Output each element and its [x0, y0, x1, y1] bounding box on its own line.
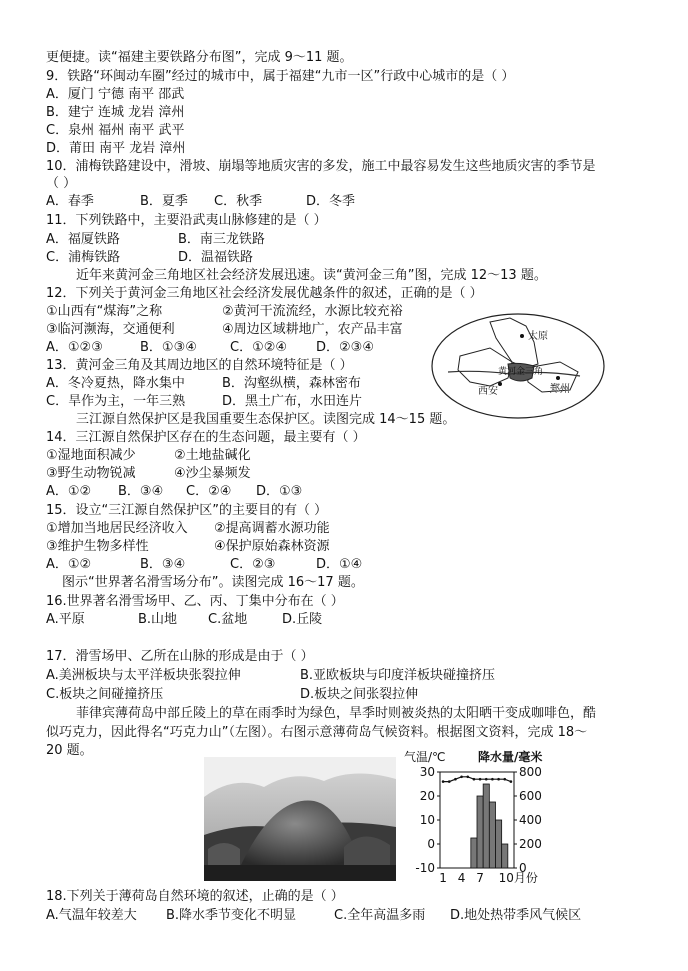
q9-option-c: C．泉州 福州 南平 武平 — [46, 123, 185, 138]
q14-stem: 14．三江源自然保护区存在的生态问题，最主要有（ ） — [46, 430, 366, 445]
q13-option-a: A．冬冷夏热，降水集中 — [46, 376, 185, 391]
temperature-line — [443, 777, 511, 782]
q18-option-a: A.气温年较差大 — [46, 908, 137, 923]
q13-option-c: C．旱作为主，一年三熟 — [46, 394, 186, 409]
temperature-point — [473, 778, 476, 781]
q14-statement-1: ①湿地面积减少 — [46, 448, 136, 463]
q10-paren: （ ） — [46, 176, 77, 191]
temperature-point — [460, 776, 463, 779]
temperature-point — [503, 778, 506, 781]
q16-stem: 16.世界著名滑雪场甲、乙、丙、丁集中分布在（ ） — [46, 594, 344, 609]
q15-stem: 15．设立“三江源自然保护区”的主要目的有（ ） — [46, 503, 328, 518]
zhengzhou-marker — [556, 376, 560, 380]
precip-bar — [502, 844, 508, 868]
precip-bar — [496, 820, 502, 868]
q15-option-d: D．①④ — [316, 557, 363, 572]
q15-option-a: A．①② — [46, 557, 92, 572]
q16-option-d: D.丘陵 — [282, 612, 323, 627]
label-center: 黄河金三角 — [498, 367, 544, 377]
q11-option-a: A．福厦铁路 — [46, 232, 120, 247]
month-tick-label: 1 — [439, 871, 447, 885]
q10-option-d: D．冬季 — [306, 194, 356, 209]
q10-option-a: A．春季 — [46, 194, 94, 209]
q12-option-a: A．①②③ — [46, 340, 103, 355]
q16-option-b: B.山地 — [138, 612, 178, 627]
q12-stem: 12．下列关于黄河金三角地区社会经济发展优越条件的叙述，正确的是（ ） — [46, 286, 483, 301]
intro-line: 更便捷。读“福建主要铁路分布图”，完成 9～11 题。 — [46, 50, 353, 65]
label-taiyuan: 太原 — [528, 331, 548, 342]
temperature-point — [479, 778, 482, 781]
temperature-point — [454, 778, 457, 781]
precip-tick-label: 200 — [519, 837, 542, 851]
temp-tick-label: 0 — [427, 837, 435, 851]
q12-option-d: D．②③④ — [316, 340, 374, 355]
q17-option-c: C.板块之间碰撞挤压 — [46, 687, 164, 702]
q15-option-b: B．③④ — [140, 557, 186, 572]
temperature-point — [442, 780, 445, 783]
q18-stem: 18.下列关于薄荷岛自然环境的叙述，止确的是（ ） — [46, 889, 344, 904]
taiyuan-marker — [520, 334, 524, 338]
q18-option-b: B.降水季节变化不明显 — [166, 908, 297, 923]
q12-statement-4: ④周边区域耕地广，农产品丰富 — [222, 322, 403, 337]
intro-18-line-2: 似巧克力，因此得名“巧克力山”（左图）。右图示意薄荷岛气候资料。根据图文资料，完成 18～ — [46, 725, 588, 740]
q17-option-d: D.板块之间张裂拉伸 — [300, 687, 419, 702]
q18-option-c: C.全年高温多雨 — [334, 908, 426, 923]
q15-statement-4: ④保护原始森林资源 — [214, 539, 330, 554]
chart-ylabel-left: 气温/℃ — [404, 750, 446, 764]
q14-statement-3: ③野生动物锐减 — [46, 466, 136, 481]
precip-bar — [489, 802, 495, 868]
q12-statement-3: ③临河濒海，交通便利 — [46, 322, 175, 337]
temp-tick-label: 20 — [419, 789, 435, 803]
q9-option-d: D．莆田 南平 龙岩 漳州 — [46, 141, 186, 156]
q14-statement-4: ④沙尘暴频发 — [174, 466, 251, 481]
q12-option-b: B．①③④ — [140, 340, 197, 355]
q12-statement-1: ①山西有“煤海”之称 — [46, 304, 163, 319]
temperature-point — [466, 776, 469, 779]
temperature-point — [510, 780, 513, 783]
q15-statement-3: ③维护生物多样性 — [46, 539, 149, 554]
temp-tick-label: -10 — [415, 861, 435, 875]
intro-18-line-1: 菲律宾薄荷岛中部丘陵上的草在雨季时为绿色，旱季时则被炎热的太阳晒干变成咖啡色，酷 — [76, 706, 597, 721]
q15-statement-1: ①增加当地居民经济收入 — [46, 521, 188, 536]
q14-option-c: C．②④ — [186, 484, 232, 499]
q11-option-d: D．温福铁路 — [178, 250, 254, 265]
intro-18-line-3: 20 题。 — [46, 743, 93, 758]
precip-bar — [477, 796, 483, 868]
temperature-point — [497, 778, 500, 781]
chocolate-hills-photo — [204, 757, 396, 881]
q9-option-a: A．厦门 宁德 南平 邵武 — [46, 87, 185, 102]
intro-16-17: 图示“世界著名滑雪场分布”。读图完成 16～17 题。 — [62, 575, 364, 590]
xian-marker — [498, 382, 502, 386]
q11-option-c: C．浦梅铁路 — [46, 250, 121, 265]
precip-bar — [471, 838, 477, 868]
q10-option-c: C．秋季 — [214, 194, 263, 209]
q10-option-b: B．夏季 — [140, 194, 188, 209]
label-zhengzhou: 郑州 — [550, 384, 570, 395]
bohol-climate-chart — [396, 748, 596, 888]
precip-tick-label: 800 — [519, 765, 542, 779]
q12-option-c: C．①②④ — [230, 340, 288, 355]
q13-stem: 13．黄河金三角及其周边地区的自然环境特征是（ ） — [46, 358, 353, 373]
q13-option-d: D．黑土广布，水田连片 — [222, 394, 363, 409]
q14-option-d: D．①③ — [256, 484, 303, 499]
q17-option-b: B.亚欧板块与印度洋板块碰撞挤压 — [300, 668, 496, 683]
month-tick-label: 10月份 — [498, 871, 538, 885]
temperature-point — [485, 778, 488, 781]
q11-stem: 11．下列铁路中，主要沿武夷山脉修建的是（ ） — [46, 213, 327, 228]
q14-option-a: A．①② — [46, 484, 92, 499]
q12-statement-2: ②黄河干流流经，水源比较充裕 — [222, 304, 403, 319]
q10-stem: 10．浦梅铁路建设中，滑坡、崩塌等地质灾害的多发，施工中最容易发生这些地质灾害的季节是 — [46, 159, 596, 174]
huanghe-triangle-map — [430, 312, 606, 420]
q16-option-a: A.平原 — [46, 612, 85, 627]
q17-option-a: A.美洲板块与太平洋板块张裂拉伸 — [46, 668, 241, 683]
temperature-point — [448, 780, 451, 783]
q16-option-c: C.盆地 — [208, 612, 248, 627]
q17-stem: 17．滑雪场甲、乙所在山脉的形成是由于（ ） — [46, 649, 314, 664]
month-tick-label: 4 — [457, 871, 466, 885]
q11-option-b: B．南三龙铁路 — [178, 232, 265, 247]
chart-ylabel-right: 降水量/毫米 — [478, 750, 543, 764]
q9-option-b: B．建宁 连城 龙岩 漳州 — [46, 105, 185, 120]
q13-option-b: B．沟壑纵横，森林密布 — [222, 376, 361, 391]
intro-14-15: 三江源自然保护区是我国重要生态保护区。读图完成 14～15 题。 — [76, 412, 456, 427]
q9-stem: 9．铁路“环闽动车圈”经过的城市中，属于福建“九市一区”行政中心城市的是（ ） — [46, 69, 515, 84]
temperature-point — [491, 778, 494, 781]
precip-tick-label: 0 — [519, 861, 527, 875]
q15-option-c: C．②③ — [230, 557, 276, 572]
month-tick-label: 7 — [476, 871, 484, 885]
precip-bar — [483, 784, 489, 868]
temp-tick-label: 30 — [419, 765, 435, 779]
q15-statement-2: ②提高调蓄水源功能 — [214, 521, 330, 536]
q14-statement-2: ②土地盐碱化 — [174, 448, 251, 463]
precip-tick-label: 600 — [519, 789, 542, 803]
precip-tick-label: 400 — [519, 813, 542, 827]
q14-option-b: B．③④ — [118, 484, 164, 499]
label-xian: 西安 — [478, 386, 498, 397]
temp-tick-label: 10 — [419, 813, 435, 827]
q18-option-d: D.地处热带季风气候区 — [450, 908, 582, 923]
intro-12-13: 近年来黄河金三角地区社会经济发展迅速。读“黄河金三角”图，完成 12～13 题。 — [76, 268, 547, 283]
